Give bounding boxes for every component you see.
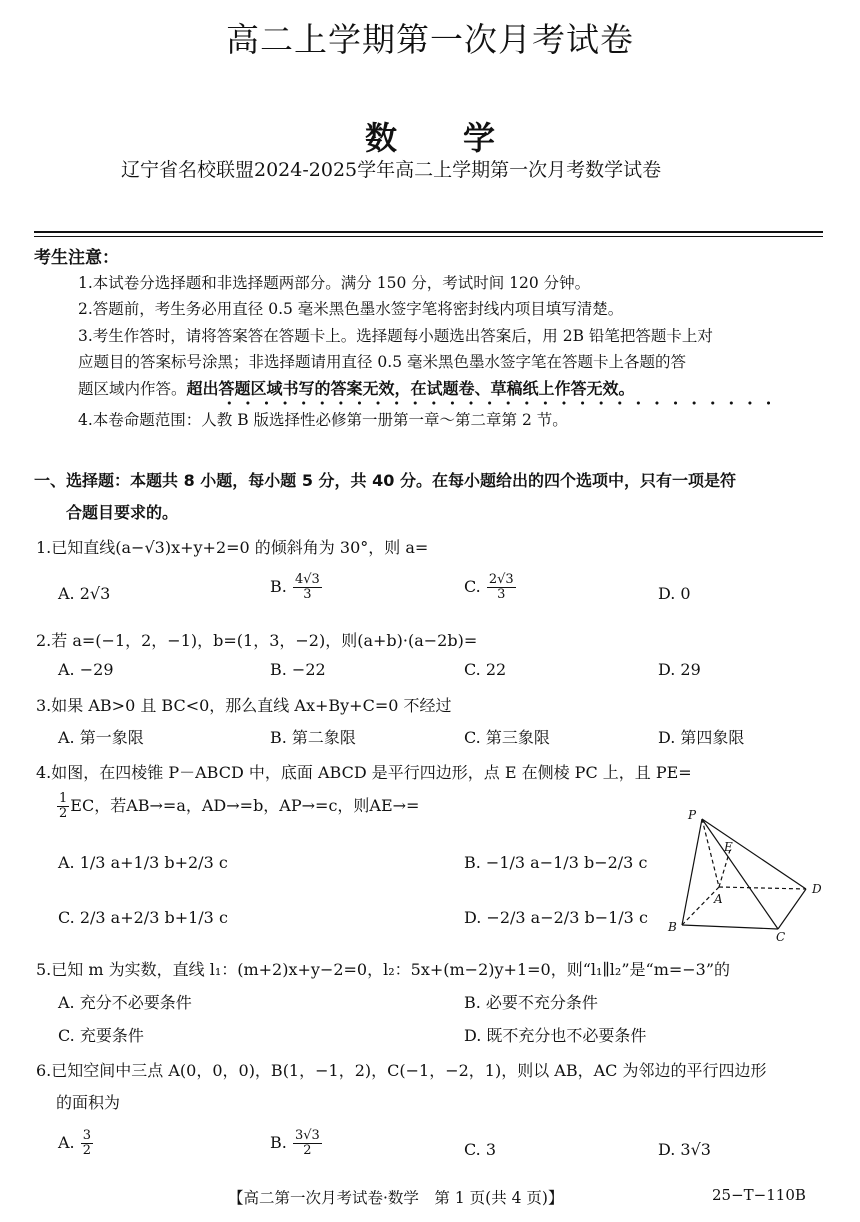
q4-frac-den: 2	[59, 806, 68, 821]
edge-ad	[719, 887, 806, 889]
q4-option-c: C. 2/3 a+2/3 b+1/3 c	[58, 908, 228, 927]
q5-option-d: D. 既不充分也不必要条件	[464, 1026, 647, 1045]
q1-stem: 1.已知直线(a−√3)x+y+2=0 的倾斜角为 30°，则 a=	[36, 538, 429, 557]
exam-subtitle: 辽宁省名校联盟2024-2025学年高二上学期第一次月考数学试卷	[121, 159, 662, 181]
q3-option-b: B. 第二象限	[270, 728, 356, 747]
q1-option-b-fraction	[293, 573, 322, 602]
q5-option-a: A. 充分不必要条件	[58, 993, 192, 1012]
q5-option-c: C. 充要条件	[58, 1026, 144, 1045]
q1-c-den: 3	[497, 587, 506, 602]
edge-cd	[778, 889, 806, 929]
q3-option-c: C. 第三象限	[464, 728, 550, 747]
q2-option-d: D. 29	[658, 660, 701, 679]
notice-heading: 考生注意：	[34, 248, 119, 268]
notice-item-2: 2.答题前，考生务必用直径 0.5 毫米黑色墨水签字笔将密封线内项目填写清楚。	[78, 300, 624, 318]
edge-pc	[702, 819, 778, 929]
label-c: C	[776, 930, 786, 944]
q4-option-b: B. −1/3 a−1/3 b−2/3 c	[464, 853, 648, 872]
q1-b-den: 3	[303, 587, 312, 602]
exam-title: 高二上学期第一次月考试卷	[226, 20, 634, 59]
notice-item-3c	[78, 376, 635, 399]
q3-option-d: D. 第四象限	[658, 728, 745, 747]
q6-a-den: 2	[82, 1143, 92, 1158]
edge-bc	[682, 925, 778, 929]
notice-item-3c-text: 题区域内作答。	[78, 380, 187, 398]
q6-stem-line1: 6.已知空间中三点 A(0，0，0)，B(1，−1，2)，C(−1，−2，1)，则以 AB，AC 为邻边的平行四边形	[36, 1061, 767, 1080]
notice-emphasis: 超出答题区域书写的答案无效，在试题卷、草稿纸上作答无效。	[186, 379, 635, 398]
q6-option-b-fraction	[293, 1129, 322, 1158]
exam-code: 25−T−110B	[712, 1186, 806, 1204]
notice-item-3b: 应题目的答案标号涂黑；非选择题请用直径 0.5 毫米黑色墨水签字笔在答题卡上各题的答	[78, 353, 687, 371]
q6-option-a-fraction	[81, 1129, 93, 1158]
q6-option-a-label: A.	[58, 1133, 75, 1152]
notice-item-3a: 3.考生作答时，请将答案答在答题卡上。选择题每小题选出答案后，用 2B 铅笔把答题卡上对	[78, 327, 713, 345]
q1-option-c	[464, 573, 517, 602]
q4-frac-num: 1	[59, 791, 68, 806]
q3-option-a: A. 第一象限	[58, 728, 144, 747]
q2-option-b: B. −22	[270, 660, 326, 679]
notice-item-4: 4.本卷命题范围：人教 B 版选择性必修第一册第一章～第二章第 2 节。	[78, 411, 568, 429]
q2-option-a: A. −29	[58, 660, 114, 679]
q4-stem-line2-text: EC，若AB→=a，AD→=b，AP→=c，则AE→=	[70, 796, 420, 815]
q1-option-c-fraction	[487, 573, 516, 602]
label-b: B	[668, 920, 677, 934]
q2-option-c: C. 22	[464, 660, 507, 679]
q4-option-d: D. −2/3 a−2/3 b−1/3 c	[464, 908, 648, 927]
header-divider-thick	[34, 231, 823, 233]
q6-option-a	[58, 1129, 94, 1158]
subject-char-1: 数	[364, 119, 397, 157]
label-d: D	[812, 882, 822, 896]
notice-item-1: 1.本试卷分选择题和非选择题两部分。满分 150 分，考试时间 120 分钟。	[78, 274, 591, 292]
header-divider-thin	[34, 236, 823, 237]
emphasis-dots	[220, 400, 780, 406]
q1-option-c-label: C.	[464, 577, 481, 596]
q1-option-b-label: B.	[270, 577, 287, 596]
q1-c-num: 2√3	[488, 572, 514, 587]
edge-pb	[682, 819, 702, 925]
q4-stem-fraction	[57, 792, 69, 821]
subject-title	[0, 113, 860, 159]
q5-stem: 5.已知 m 为实数，直线 l₁：(m+2)x+y−2=0，l₂：5x+(m−2)y+1=0，则“l₁∥l₂”是“m=−3”的	[36, 960, 731, 979]
q1-b-num: 4√3	[294, 572, 320, 587]
edge-ae	[719, 850, 730, 887]
section-heading-line2: 合题目要求的。	[66, 503, 179, 522]
q4-option-a: A. 1/3 a+1/3 b+2/3 c	[58, 853, 228, 872]
q6-b-den: 2	[303, 1143, 312, 1158]
label-p: P	[688, 808, 697, 822]
q3-stem: 3.如果 AB>0 且 BC<0，那么直线 Ax+By+C=0 不经过	[36, 696, 452, 715]
q2-stem: 2.若 a=(−1，2，−1)，b=(1，3，−2)，则(a+b)·(a−2b)=	[36, 631, 478, 650]
q4-stem-line2	[56, 792, 419, 821]
q1-option-b	[270, 573, 323, 602]
q6-option-d: D. 3√3	[658, 1140, 711, 1159]
q6-b-num: 3√3	[294, 1128, 320, 1143]
q6-option-b-label: B.	[270, 1133, 287, 1152]
q1-option-a: A. 2√3	[58, 584, 111, 603]
pyramid-figure	[664, 805, 826, 945]
label-e: E	[724, 840, 733, 854]
q1-option-d: D. 0	[658, 584, 691, 603]
page-footer: 【高二第一次月考试卷·数学 第 1 页(共 4 页)】	[228, 1189, 564, 1207]
edge-pd	[702, 819, 806, 889]
label-a: A	[714, 892, 723, 906]
q6-option-c: C. 3	[464, 1140, 497, 1159]
q5-option-b: B. 必要不充分条件	[464, 993, 598, 1012]
q4-stem-line1: 4.如图，在四棱锥 P－ABCD 中，底面 ABCD 是平行四边形，点 E 在侧棱 PC 上，且 PE=	[36, 763, 692, 782]
q6-option-b	[270, 1129, 323, 1158]
q6-a-num: 3	[82, 1128, 92, 1143]
section-heading-line1: 一、选择题：本题共 8 小题，每小题 5 分，共 40 分。在每小题给出的四个选项中，只有一项是符	[34, 471, 736, 490]
subject-char-2: 学	[463, 119, 496, 157]
q6-stem-line2: 的面积为	[56, 1093, 121, 1112]
